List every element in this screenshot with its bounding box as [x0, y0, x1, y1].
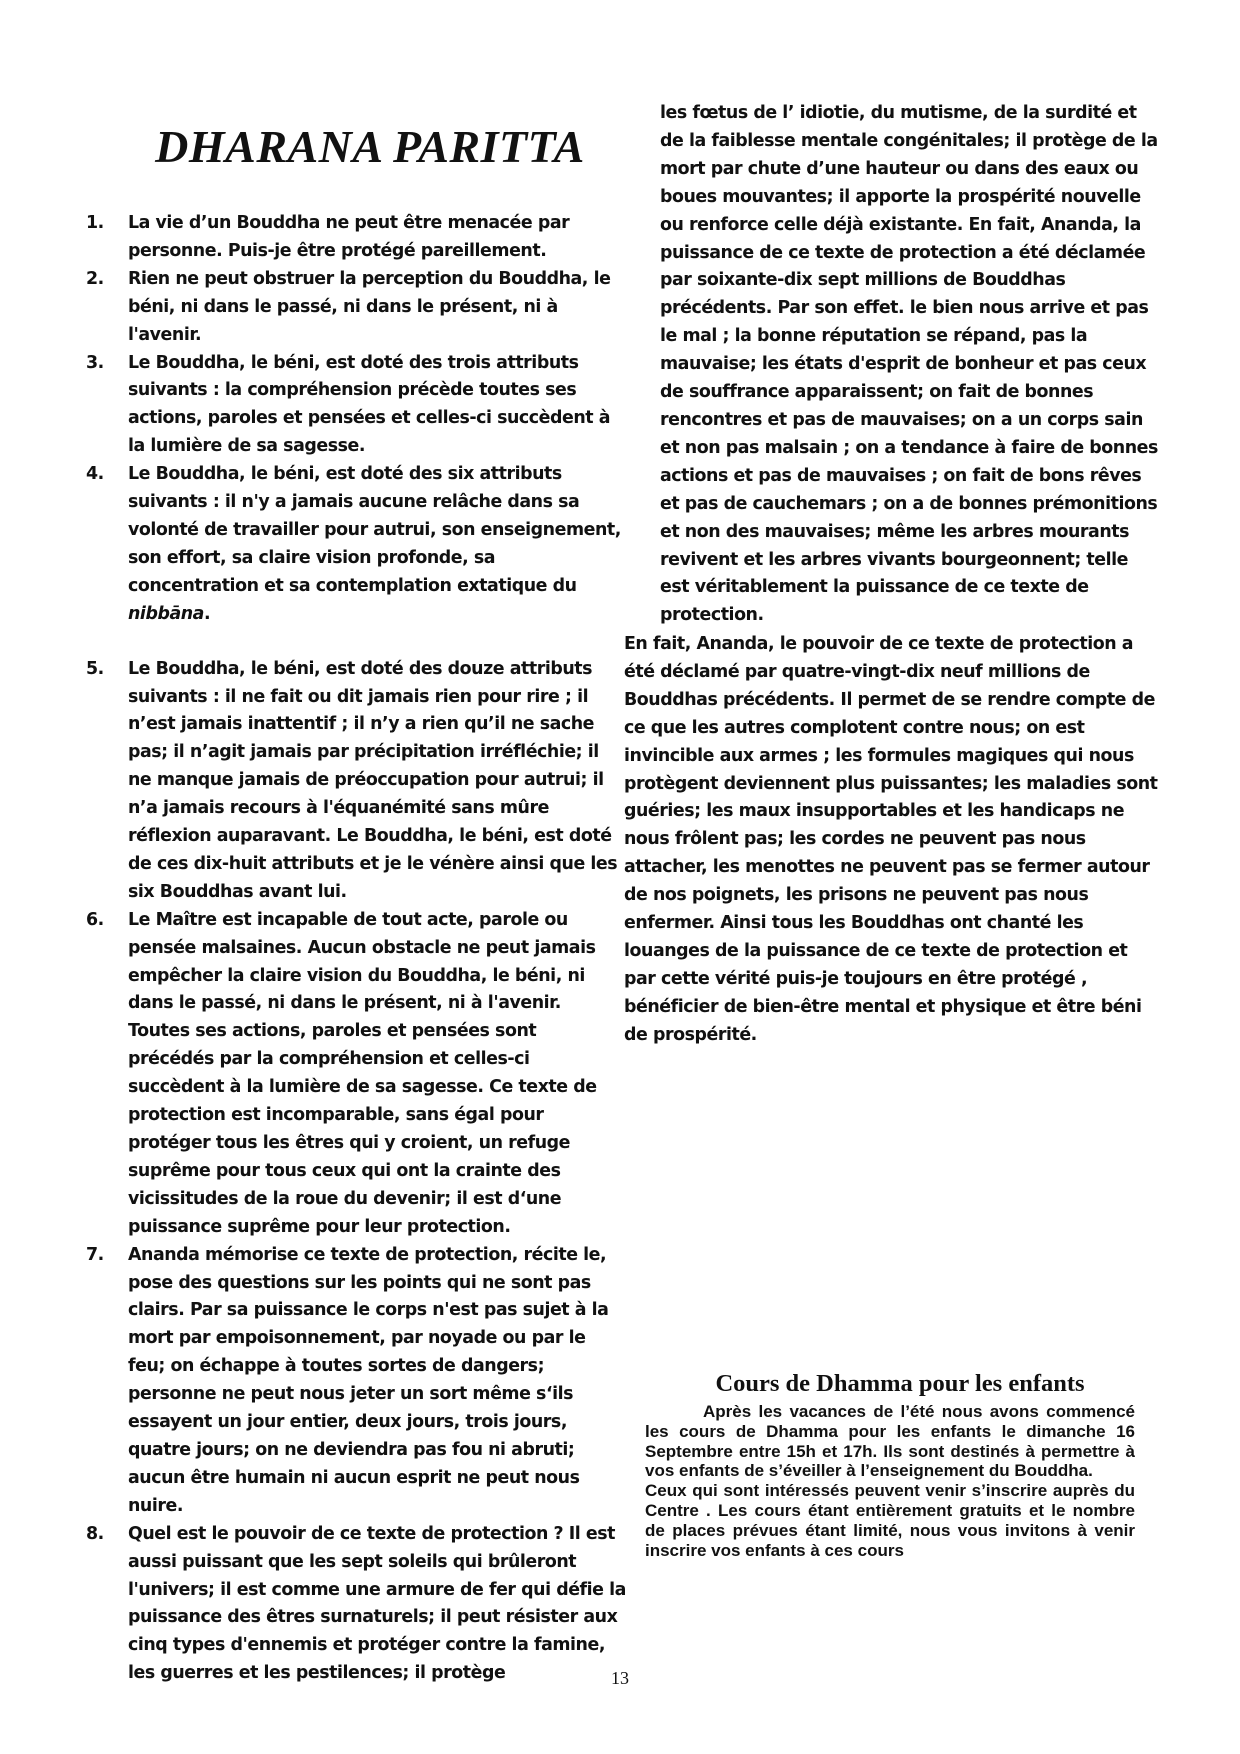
list-item: [86, 1242, 626, 1521]
item-text: La vie d’un Bouddha ne peut être menacée par personne. Puis-je être protégé pareillement.: [128, 213, 570, 261]
item-number: 6.: [86, 909, 104, 930]
item-8-continuation: [660, 100, 1160, 630]
item-text: Le Maître est incapable de tout acte, parole ou pensée malsaines. Aucun obstacle ne peut jamais empêcher la claire vision du Bouddha, le béni, ni dans le passé, ni dans le présent, ni à l'avenir. Toutes ses actions, paroles et pensées sont précédés par la compréhension et celles-ci succèdent à la lumière de sa sagesse. Ce texte de protection est incomparable, sans égal pour protéger tous les êtres qui y croient, un refuge suprême pour tous ceux qui ont la crainte des vicissitudes de la roue du devenir; il est d‘une puissance suprême pour leur protection.: [128, 909, 597, 1237]
item-text: Le Bouddha, le béni, est doté des trois attributs suivants : la compréhension précède toutes ses actions, paroles et pensées et celles-ci succèdent à la lumière de sa sagesse.: [128, 352, 611, 457]
item-text: Rien ne peut obstruer la perception du Bouddha, le béni, ni dans le passé, ni dans le présent, ni à l'avenir.: [128, 268, 611, 345]
item-text: Quel est le pouvoir de ce texte de protection ? Il est aussi puissant que les sept soleils qui brûleront l'univers; il est comme une armure de fer qui défie la puissance des êtres surnaturels; il peut résister aux cinq types d'ennemis et protéger contre la famine, les guerres et les pestilences; il protège: [128, 1523, 626, 1684]
item-number: 1.: [86, 213, 104, 233]
pali-term: nibbāna: [128, 603, 204, 624]
item-number: 7.: [86, 1244, 104, 1265]
numbered-list: [86, 210, 626, 1688]
list-item: [86, 1521, 626, 1688]
notice-box: [645, 1402, 1135, 1560]
continuation-text: les fœtus de l’ idiotie, du mutisme, de la surdité et de la faiblesse mentale congénitales; il protège de la mort par chute d’une hauteur ou dans des eaux ou boues mouvantes; il apporte la prospérité nouvelle ou renforce celle déjà existante. En fait, Ananda, la puissance de ce texte de protection a été déclamée par soixante-dix sept millions de Bouddhas précédents. Par son effet. le bien nous arrive et pas le mal ; la bonne réputation se répand, pas la mauvaise; les états d'esprit de bonheur et pas ceux de souffrance apparaissent; on fait de bonnes rencontres et pas de mauvaises; on a un corps sain et non pas malsain ; on a tendance à faire de bonnes actions et pas de mauvaises ; on fait de bons rêves et pas de cauchemars ; on a de bonnes prémonitions et non des mauvaises; même les arbres mourants revivent et les arbres vivants bourgeonnent; telle est véritablement la puissance de ce texte de protection.: [660, 103, 1158, 626]
item-number: 4.: [86, 464, 104, 485]
notice-paragraph: Après les vacances de l’été nous avons commencé les cours de Dhamma pour les enfants le dimanche 16 Septembre entre 15h et 17h. Ils sont destinés à permettre à vos enfants de s’éveiller à l’enseignement du Bouddha.: [645, 1402, 1135, 1481]
item-number: 8.: [86, 1523, 104, 1544]
page-title: DHARANA PARITTA: [155, 121, 585, 172]
item-text: Ananda mémorise ce texte de protection, récite le, pose des questions sur les points qui ne sont pas clairs. Par sa puissance le corps n'est pas sujet à la mort par empoisonnement, par noyade ou par le feu; on échappe à toutes sortes de dangers; personne ne peut nous jeter un sort même s‘ils essayent un jour entier, deux jours, trois jours, quatre jours; on ne deviendra pas fou ni abruti; aucun être humain ni aucun esprit ne peut nous nuire.: [128, 1244, 609, 1516]
item-number: 3.: [86, 352, 104, 373]
list-item: [86, 210, 626, 266]
item-number: 2.: [86, 268, 104, 289]
page-number: 13: [611, 1668, 629, 1688]
list-item: [86, 350, 626, 462]
list-item: [86, 266, 626, 350]
list-item: [86, 907, 626, 1242]
item-text-end: .: [203, 603, 211, 624]
item-number: 5.: [86, 658, 104, 679]
notice-title: Cours de Dhamma pour les enfants: [715, 1370, 1085, 1397]
closing-text: En fait, Ananda, le pouvoir de ce texte de protection a été déclamé par quatre-vingt-dix neuf millions de Bouddhas précédents. Il permet de se rendre compte de ce que les autres complotent contre nous; on est invincible aux armes ; les formules magiques qui nous protègent deviennent plus puissantes; les maladies sont guéries; les maux insupportables et les handicaps ne nous frôlent pas; les cordes ne peuvent pas nous attacher, les menottes ne peuvent pas se fermer autour de nos poignets, les prisons ne peuvent pas nous enfermer. Ainsi tous les Bouddhas ont chanté les louanges de la puissance de ce texte de protection et par cette vérité puis-je toujours en être protégé , bénéficier de bien-être mental et physique et être béni de prospérité.: [624, 634, 1158, 1045]
item-text: Le Bouddha, le béni, est doté des douze attributs suivants : il ne fait ou dit jamais rien pour rire ; il n’est jamais inattentif ; il n’y a rien qu’il ne sache pas; il n’agit jamais par précipitation irréfléchie; il ne manque jamais de préoccupation pour autrui; il n’a jamais recours à l'équanémité sans mûre réflexion auparavant. Le Bouddha, le béni, est doté de ces dix-huit attributs et je le vénère ainsi que les six Bouddhas avant lui.: [128, 658, 618, 902]
closing-paragraph: [624, 631, 1164, 1050]
list-item: [86, 656, 626, 907]
list-item: [86, 461, 626, 628]
item-text: Le Bouddha, le béni, est doté des six attributs suivants : il n'y a jamais aucune relâche dans sa volonté de travailler pour autrui, son enseignement, son effort, sa claire vision profonde, sa concentration et sa contemplation extatique du: [128, 464, 621, 596]
notice-paragraph: Ceux qui sont intéressés peuvent venir s’inscrire auprès du Centre . Les cours étant entièrement gratuits et le nombre de places prévues étant limité, nous vous invitons à venir inscrire vos enfants à ces cours: [645, 1481, 1135, 1560]
